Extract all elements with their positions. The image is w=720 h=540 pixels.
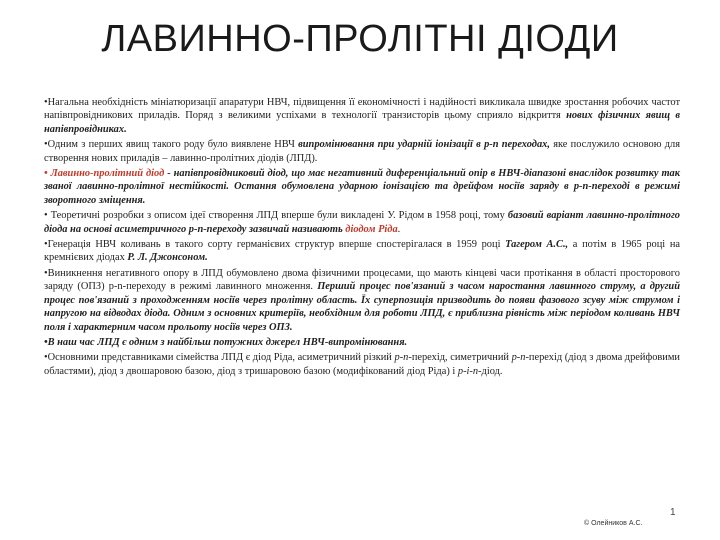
- paragraph-text: •Одним з перших явищ такого роду було виявлене НВЧ: [44, 139, 299, 151]
- italic-term: p-n: [394, 352, 409, 364]
- emphasis-text: Перший процес пов'язаний з часом наростання лавинного струму, а другий процес пов'язаний з проходженням носіїв через пролітну область. Їх суперпозиція призводить до появи фазового зсуву між струмом і напругою на відводах діода.: [44, 281, 680, 320]
- bullet: •: [44, 168, 51, 180]
- emphasis-text: нових фізичних явищ в напівпровідниках.: [44, 110, 680, 135]
- paragraph-text: •Нагальна необхідність мініатюризації апаратури НВЧ, підвищення її економічності і надійності викликала швидке зростання робочих частот напівпровідникових приладів. Поряд з великими успіхами в технології транзисторів цьому сприяло відкриття: [44, 97, 680, 122]
- paragraph-power-source: [44, 336, 680, 349]
- italic-term: p-n: [511, 352, 526, 364]
- paragraph-text: -діод.: [478, 365, 503, 377]
- emphasis-text: Р. Л. Джонсоном.: [127, 252, 208, 264]
- paragraph-text: а потім в 1965 році на кремнієвих діодах: [44, 239, 680, 264]
- copyright-note: © Олейников А.С.: [584, 520, 643, 527]
- slide-body: [44, 96, 680, 380]
- page-number: 1: [670, 507, 676, 518]
- paragraph-definition: [44, 167, 680, 207]
- emphasis-text: Тагером А.С.,: [505, 239, 569, 251]
- highlight-term: діодом Ріда: [345, 223, 398, 235]
- highlight-term: Лавинно-пролітний діод: [50, 168, 165, 180]
- paragraph-text: -перехід (діод з двома дрейфовими областями), діод з двошаровою базою, діод з тришаровою базою (модифікований діод Ріда) і: [44, 352, 680, 377]
- paragraph-text: •Основними представниками сімейства ЛПД є діод Ріда, асиметричний різкий: [44, 352, 395, 364]
- paragraph-text: •Виникнення негативного опору в ЛПД обумовлено двома фізичними процесами, що мають кінцеві часи протікання в області просторового заряду (ОПЗ) p-n-переходу в режимі лавинного множення.: [44, 267, 680, 293]
- paragraph-negative-resistance: [44, 267, 680, 334]
- paragraph-text: •Генерація НВЧ коливань в такого сорту германієвих структур вперше спостерігалася в 1959 році: [44, 239, 506, 251]
- paragraph-generation: [44, 238, 680, 265]
- emphasis-text: •В наш час ЛПД є одним з найбільш потужних джерел НВЧ-випромінювання.: [44, 336, 408, 348]
- paragraph-text: • Теоретичні розробки з описом ідеї створення ЛПД вперше були викладені У. Рідом в 1958 році, тому: [44, 210, 508, 222]
- paragraph-text: .: [397, 223, 401, 235]
- paragraph-text: яке послужило основою для створення нових приладів – лавинно-пролітних діодів (ЛПД).: [44, 139, 680, 164]
- emphasis-text: Одним з основних критеріїв, необхідним для роботи ЛПД, є приблизна рівність між періодом коливань НВЧ поля і характерним часом прольоту носіїв через ОПЗ.: [44, 308, 680, 333]
- page-title: ЛАВИННО-ПРОЛІТНІ ДІОДИ: [101, 18, 619, 60]
- paragraph-first-phenomenon: [44, 138, 680, 165]
- emphasis-text: базовий варіант лавинно-пролітного діода на основі асиметричного p-n-переходу зазвичай називають: [44, 210, 680, 235]
- italic-term: p-i-n: [457, 365, 479, 377]
- paragraph-read-theory: [44, 209, 680, 236]
- paragraph-miniaturization: [44, 96, 680, 136]
- emphasis-text: випромінювання при ударній іонізації в p-n переходах,: [298, 139, 550, 151]
- paragraph-family: [44, 351, 680, 378]
- paragraph-text: -перехід, симетричний: [408, 352, 512, 364]
- emphasis-text: - напівпровідниковий діод, що має негативний диференціальний опір в НВЧ-діапазоні внаслідок розвитку так званої лавинно-пролітної нестійкості. Остання обумовлена ударною іонізацією та дрейфом носіїв заряду в p-n-переході в режимі зворотного зміщення.: [44, 168, 680, 206]
